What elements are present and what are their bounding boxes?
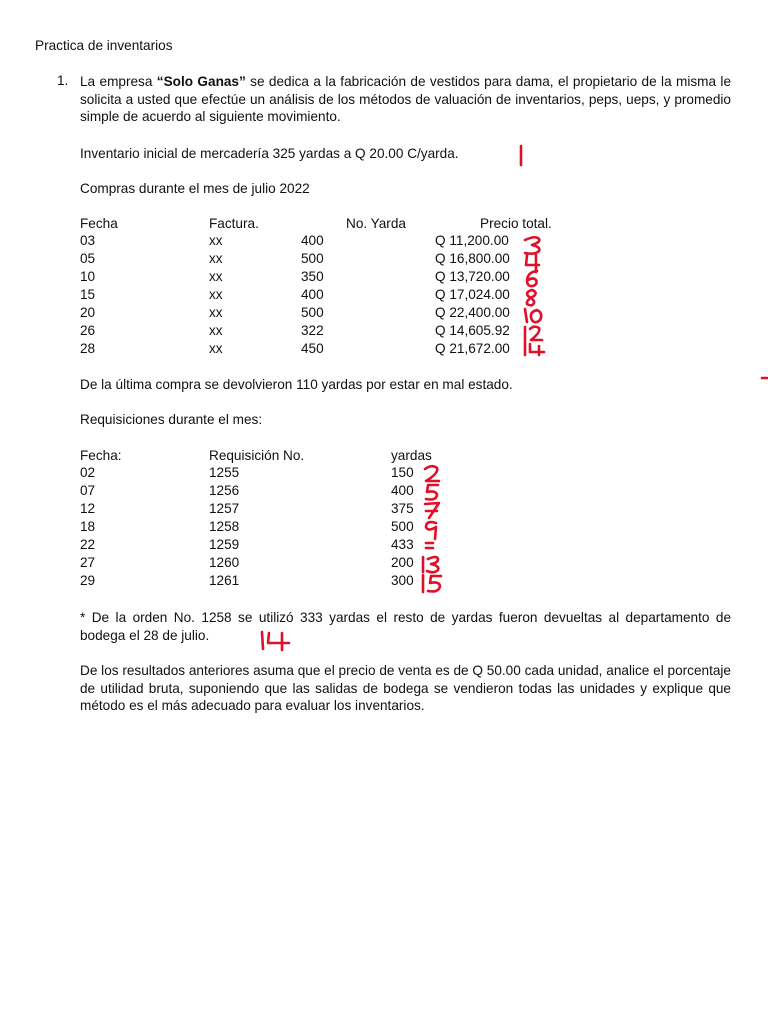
cell-fecha: 05 (80, 251, 96, 266)
cell-yardas: 500 (391, 519, 414, 534)
header-yardas: yardas (391, 448, 432, 463)
cell-fecha: 28 (80, 341, 96, 356)
cell-precio: Q 14,605.92 (435, 323, 510, 338)
table-row (0, 483, 768, 501)
cell-fecha: 15 (80, 287, 96, 302)
order-note-mark-14 (259, 628, 293, 652)
intro-post: se dedica a la fabricación de vestidos para dama, el propietario de la misma le solicita a usted que efectúe un análisis de los métodos de valuación de inventarios, peps, ueps, y promedio simple de acuerdo al siguiente movimiento. (80, 74, 732, 124)
table-row (0, 555, 768, 573)
cell-precio: Q 11,200.00 (435, 233, 509, 248)
cell-fecha: 07 (80, 483, 96, 498)
cell-factura: xx (209, 323, 223, 338)
intro-paragraph (80, 73, 731, 126)
table-row (0, 519, 768, 537)
margin-mark (760, 374, 768, 382)
conclusion-paragraph: De los resultados anteriores asuma que el precio de venta es de Q 50.00 cada unidad, analice el porcentaje de utilidad bruta, suponiendo que las salidas de bodega se vendieron todas las unidades y explique que método es el más adecuado para evaluar los inventarios. (80, 663, 731, 713)
table-row (0, 305, 768, 323)
handwritten-mark-1 (514, 144, 528, 168)
table-row (0, 233, 768, 251)
cell-fecha: 29 (80, 573, 96, 588)
table-row (0, 269, 768, 287)
header-factura: Factura. (209, 216, 259, 231)
cell-fecha: 26 (80, 323, 96, 338)
intro-pre: La empresa (80, 74, 157, 89)
header-precio: Precio total. (480, 216, 552, 231)
company-name: “Solo Ganas” (156, 74, 246, 89)
table-row (0, 537, 768, 555)
cell-yardas: 150 (391, 465, 414, 480)
cell-factura: xx (209, 233, 223, 248)
requisitions-title: Requisiciones durante el mes: (80, 412, 263, 427)
cell-precio: Q 17,024.00 (435, 287, 510, 302)
cell-numero: 1258 (209, 519, 240, 534)
cell-yardas: 322 (301, 323, 324, 338)
requisitions-header-row (0, 448, 768, 466)
table-row (0, 323, 768, 341)
cell-fecha: 03 (80, 233, 96, 248)
cell-yardas: 400 (391, 483, 414, 498)
cell-yardas: 500 (301, 251, 324, 266)
requisition-handwritten-marks (420, 464, 454, 598)
cell-yardas: 500 (301, 305, 324, 320)
cell-factura: xx (209, 287, 223, 302)
purchases-title: Compras durante el mes de julio 2022 (80, 181, 310, 196)
table-row (0, 573, 768, 591)
cell-precio: Q 22,400.00 (435, 305, 510, 320)
table-row (0, 341, 768, 359)
cell-yardas: 350 (301, 269, 324, 284)
table-row (0, 251, 768, 269)
cell-numero: 1260 (209, 555, 240, 570)
cell-numero: 1255 (209, 465, 240, 480)
cell-fecha: 22 (80, 537, 96, 552)
header-fecha: Fecha (80, 216, 118, 231)
item-number: 1. (57, 73, 69, 88)
cell-yardas: 400 (301, 233, 324, 248)
cell-precio: Q 13,720.00 (435, 269, 510, 284)
initial-inventory: Inventario inicial de mercadería 325 yardas a Q 20.00 C/yarda. (80, 146, 459, 161)
return-note: De la última compra se devolvieron 110 yardas por estar en mal estado. (80, 377, 513, 392)
cell-numero: 1259 (209, 537, 240, 552)
purchases-header-row (0, 216, 768, 234)
purchase-handwritten-marks (522, 234, 548, 354)
header-yardas: No. Yarda (346, 216, 406, 231)
cell-yardas: 433 (391, 537, 414, 552)
cell-factura: xx (209, 341, 223, 356)
cell-numero: 1256 (209, 483, 240, 498)
cell-fecha: 12 (80, 501, 96, 516)
table-row (0, 287, 768, 305)
cell-fecha: 02 (80, 465, 96, 480)
table-row (0, 465, 768, 483)
cell-factura: xx (209, 251, 223, 266)
cell-numero: 1257 (209, 501, 240, 516)
header-requisicion: Requisición No. (209, 448, 305, 463)
cell-precio: Q 16,800.00 (435, 251, 510, 266)
page-title: Practica de inventarios (35, 38, 173, 53)
cell-factura: xx (209, 269, 223, 284)
cell-yardas: 400 (301, 287, 324, 302)
cell-fecha: 18 (80, 519, 96, 534)
order-note: * De la orden No. 1258 se utilizó 333 yardas el resto de yardas fueron devueltas al departamento de bodega el 28 de julio. (80, 610, 731, 643)
cell-yardas: 200 (391, 555, 414, 570)
cell-fecha: 27 (80, 555, 96, 570)
cell-fecha: 20 (80, 305, 96, 320)
cell-numero: 1261 (209, 573, 240, 588)
cell-yardas: 450 (301, 341, 324, 356)
cell-fecha: 10 (80, 269, 96, 284)
cell-yardas: 375 (391, 501, 414, 516)
cell-precio: Q 21,672.00 (435, 341, 510, 356)
cell-factura: xx (209, 305, 223, 320)
cell-yardas: 300 (391, 573, 414, 588)
header-fecha: Fecha: (80, 448, 122, 463)
table-row (0, 501, 768, 519)
